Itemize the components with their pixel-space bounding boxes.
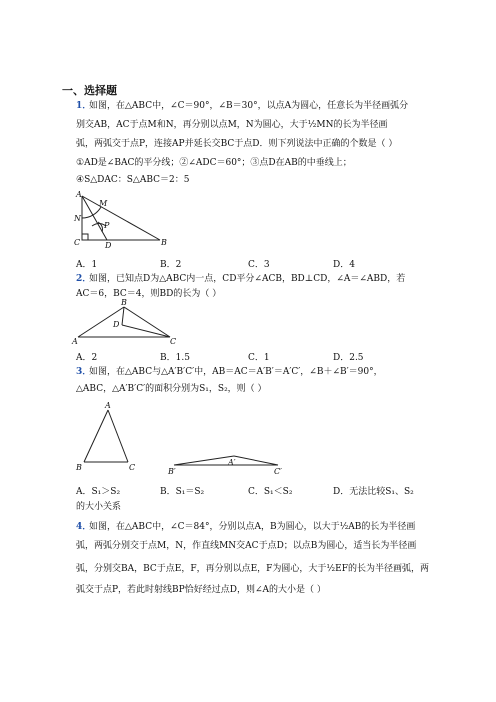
- q2-label-c: C: [170, 337, 177, 345]
- q2-line-bd: [122, 307, 124, 325]
- q3-option-d-tail: 的大小关系: [76, 502, 122, 512]
- q2-label-b: B: [121, 298, 127, 307]
- q3-number: 3．: [76, 367, 92, 377]
- q2-label-d: D: [113, 320, 120, 329]
- q2-option-b[interactable]: B．1.5: [160, 353, 190, 363]
- q4-line-2: 弧，两弧分别交于点M，N，作直线MN交AC于点D；以点B为圆心，适当长为半径画: [76, 541, 417, 551]
- q2-line-dc: [122, 325, 170, 337]
- q3-side-a-prime-c-prime: [234, 456, 278, 465]
- q1-line-5: ④S△DAC：S△ABC＝2：5: [76, 175, 190, 185]
- q1-option-b[interactable]: B．2: [160, 260, 182, 270]
- q3-option-d[interactable]: D．无法比较S₁、S₂: [333, 487, 414, 497]
- q2-option-c[interactable]: C．1: [248, 353, 270, 363]
- q1-option-a[interactable]: A．1: [76, 260, 98, 270]
- q2-option-a[interactable]: A．2: [76, 353, 98, 363]
- q1-line-4: ①AD是∠BAC的平分线；②∠ADC＝60°；③点D在AB的中垂线上；: [76, 158, 352, 168]
- q2-line-2: AC＝6，BC＝4，则BD的长为（ ）: [76, 289, 222, 299]
- q4-line-1: 如图，在△ABC中，∠C＝84°，分别以点A，B为圆心，以大于½AB的长为半径画: [89, 522, 416, 532]
- q1-label-b: B: [161, 238, 167, 247]
- q1-option-d[interactable]: D．4: [333, 260, 355, 270]
- q3-side-ac: [108, 410, 128, 462]
- q1-line-1: 如图，在△ABC中，∠C＝90°，∠B＝30°，以点A为圆心，任意长为半径画弧分: [89, 101, 409, 111]
- q2-label-a: A: [72, 337, 78, 345]
- q3-line-1: 如图，在△ABC与△A′B′C′中，AB＝AC＝A′B′＝A′C′，∠B＋∠B′＝90°，: [89, 367, 383, 377]
- q1-label-p: P: [104, 221, 110, 230]
- q2-number: 2．: [76, 274, 92, 284]
- q1-label-m: M: [99, 199, 108, 208]
- q1-figure: [68, 188, 180, 248]
- q4-line-4: 弧交于点P，若此时射线BP恰好经过点D，则∠A的大小是（ ）: [76, 585, 326, 595]
- q4-number: 4．: [76, 522, 92, 532]
- q1-line-2: 别交AB，AC于点M和N，再分别以点M，N为圆心，大于½MN的长为半径画: [76, 120, 388, 130]
- q3-option-a[interactable]: A．S₁＞S₂: [76, 487, 121, 497]
- q3-line-2: △ABC，△A′B′C′的面积分别为S₁，S₂，则（ ）: [76, 384, 267, 394]
- q3-label-c-prime: C′: [274, 467, 282, 476]
- q1-label-d: D: [105, 241, 112, 248]
- q3-label-b-prime: B′: [168, 467, 176, 476]
- q3-label-a-prime-text: A′: [228, 458, 236, 467]
- q1-line-3: 弧，两弧交于点P，连接AP并延长交BC于点D．则下列说法中正确的个数是（ ）: [76, 139, 398, 149]
- q3-option-c[interactable]: C．S₁＜S₂: [248, 487, 293, 497]
- q1-option-c[interactable]: C．3: [248, 260, 270, 270]
- section-title: 一、选择题: [62, 84, 117, 97]
- q2-option-d[interactable]: D．2.5: [333, 353, 364, 363]
- q3-side-ab: [84, 410, 108, 462]
- q1-right-angle-mark: [82, 234, 88, 240]
- q1-label-a: A: [76, 190, 82, 199]
- q3-side-a-prime-b-prime: [174, 456, 234, 465]
- q2-line-1: 如图，已知点D为△ABC内一点，CD平分∠ACB，BD⊥CD，∠A＝∠ABD，若: [89, 274, 406, 284]
- q1-number: 1．: [76, 101, 92, 111]
- q3-option-b[interactable]: B．S₁＝S₂: [160, 487, 205, 497]
- q1-label-c: C: [74, 238, 81, 247]
- q3-label-b: B: [76, 463, 82, 472]
- q1-label-n: N: [74, 214, 81, 223]
- q2-figure: [70, 297, 182, 345]
- q3-figure-abc: [70, 398, 156, 476]
- q3-figure-abc-prime: [166, 452, 302, 482]
- q2-side-bc: [124, 307, 170, 337]
- q3-label-a: A: [105, 401, 111, 410]
- q3-label-c: C: [129, 463, 136, 472]
- q4-line-3: 弧，分别交BA，BC于点E，F，再分别以点E，F为圆心，大于½EF的长为半径画弧，两: [76, 564, 429, 574]
- q1-side-ab: [82, 196, 160, 240]
